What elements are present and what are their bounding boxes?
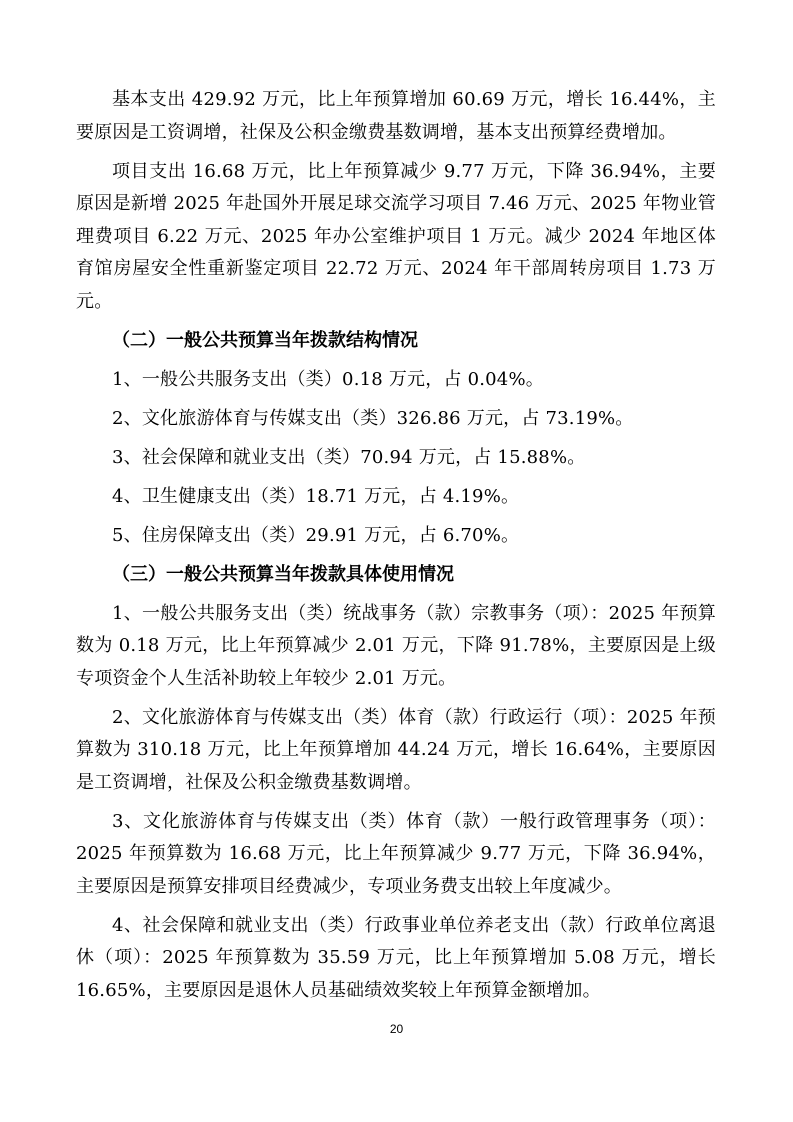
list-item: 1、一般公共服务支出（类）0.18 万元，占 0.04%。 (112, 368, 544, 390)
list-item: 1、一般公共服务支出（类）统战事务（款）宗教事务（项）：2025 年预算数为 0.18 万元，比上年预算减少 2.01 万元，下降 91.78%，主要原因是上级专项资金个人生活补助较上年较少 2.01 万元。 (76, 602, 716, 689)
section-heading-appropriation-usage: （三）一般公共预算当年拨款具体使用情况 (112, 563, 454, 585)
list-item: 4、社会保障和就业支出（类）行政事业单位养老支出（款）行政单位离退休（项）：2025 年预算数为 35.59 万元，比上年预算增加 5.08 万元，增长 16.65%，主要原因是退休人员基础绩效奖较上年预算金额增加。 (76, 914, 716, 1001)
list-item: 2、文化旅游体育与传媒支出（类）体育（款）行政运行（项）：2025 年预算数为 310.18 万元，比上年预算增加 44.24 万元，增长 16.64%，主要原因是工资调增，社保及公积金缴费基数调增。 (76, 706, 716, 793)
list-item: 5、住房保障支出（类）29.91 万元，占 6.70%。 (112, 524, 520, 546)
page-number: 20 (389, 1022, 404, 1036)
list-item: 3、文化旅游体育与传媒支出（类）体育（款）一般行政管理事务（项）：2025 年预算数为 16.68 万元，比上年预算减少 9.77 万元，下降 36.94%，主要原因是预算安排项目经费减少，专项业务费支出较上年度减少。 (76, 810, 716, 897)
paragraph-project-expenditure: 项目支出 16.68 万元，比上年预算减少 9.77 万元，下降 36.94%，主要原因是新增 2025 年赴国外开展足球交流学习项目 7.46 万元、2025 年物业管理费项目 6.22 万元、2025 年办公室维护项目 1 万元。减少 2024 年地区体育馆房屋安全性重新鉴定项目 22.72 万元、2024 年干部周转房项目 1.73 万元。 (76, 160, 716, 312)
paragraph-basic-expenditure: 基本支出 429.92 万元，比上年预算增加 60.69 万元，增长 16.44%，主要原因是工资调增，社保及公积金缴费基数调增，基本支出预算经费增加。 (76, 89, 716, 143)
list-item: 4、卫生健康支出（类）18.71 万元，占 4.19%。 (112, 485, 520, 507)
section-heading-appropriation-structure: （二）一般公共预算当年拨款结构情况 (112, 329, 418, 351)
list-item: 2、文化旅游体育与传媒支出（类）326.86 万元，占 73.19%。 (112, 407, 634, 429)
page-body (76, 84, 716, 1007)
list-item: 3、社会保障和就业支出（类）70.94 万元，占 15.88%。 (112, 446, 586, 468)
